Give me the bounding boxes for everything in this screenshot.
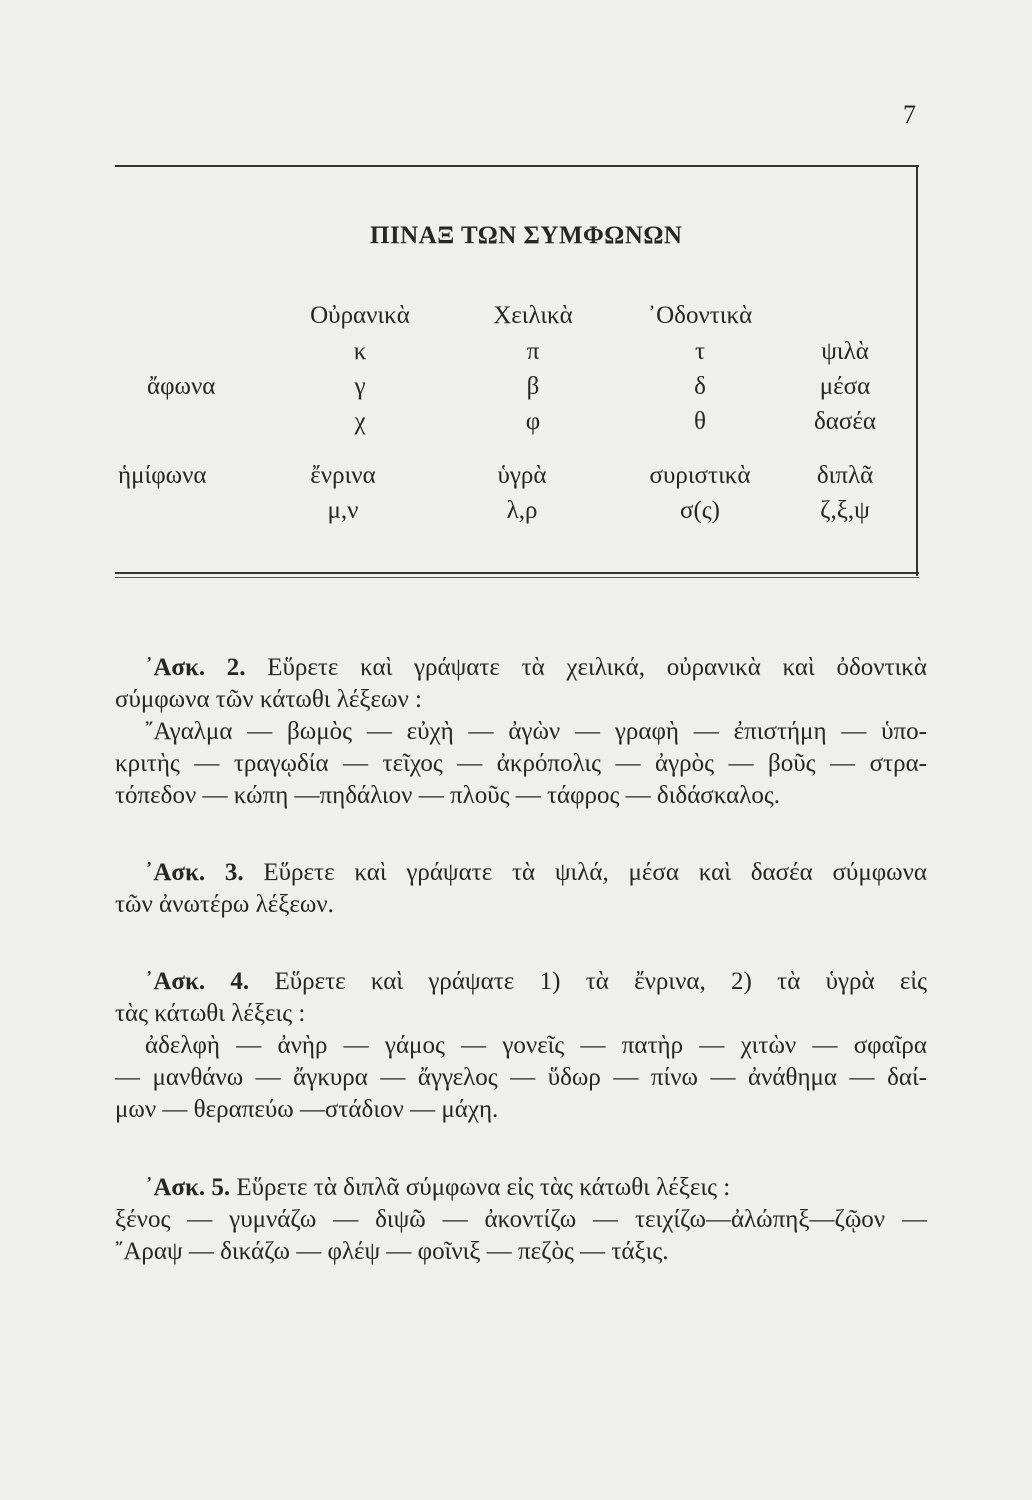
exercise-4 xyxy=(115,966,927,1126)
exercise-line: ῎Αραψ — δικάζω — φλέψ — φοῖνιξ — πεζὸς — τάξις. xyxy=(115,1238,669,1265)
exercise-line: τὰς κάτωθι λέξεις : xyxy=(115,1000,306,1027)
exercise-line: μων — θεραπεύω —στάδιον — μάχη. xyxy=(115,1096,499,1123)
table-title: ΠΙΝΑΞ ΤΩΝ ΣΥΜΦΩΝΩΝ xyxy=(370,222,683,249)
exercise-3 xyxy=(115,857,927,921)
row-label-aphona: ἄφωνα xyxy=(147,373,216,400)
exercise-line xyxy=(115,857,927,889)
exercise-line: ῎Αγαλμα — βωμὸς — εὐχὴ — ἀγὼν — γραφὴ — ἐπιστήμη — ὑπο- xyxy=(145,718,927,745)
exercise-line xyxy=(115,1172,927,1204)
letters-double: ζ,ξ,ψ xyxy=(820,497,870,524)
exercise-2 xyxy=(115,652,927,812)
letters-nasal: μ,ν xyxy=(327,497,359,524)
cell-palatal-dasea: χ xyxy=(354,408,366,435)
label-dasea: δασέα xyxy=(814,408,876,435)
cell-dental-mesa: δ xyxy=(694,373,706,400)
table-frame-top-rule xyxy=(115,165,919,167)
header-palatal: Οὐρανικὰ xyxy=(310,302,410,329)
header-labial: Χειλικὰ xyxy=(493,302,573,329)
table-frame-bottom-rule-thin xyxy=(115,577,919,578)
cell-labial-psila: π xyxy=(526,338,540,365)
exercise-line: τῶν ἀνωτέρω λέξεων. xyxy=(115,891,334,918)
cell-palatal-mesa: γ xyxy=(354,373,366,400)
category-double: διπλᾶ xyxy=(816,462,874,489)
table-frame-right-rule xyxy=(916,166,918,576)
exercise-line xyxy=(115,652,927,684)
letters-liquid: λ,ρ xyxy=(506,497,538,524)
category-nasal: ἔνρινα xyxy=(310,462,376,489)
category-sibilant: συριστικὰ xyxy=(649,462,751,489)
exercise-line xyxy=(115,966,927,998)
cell-dental-dasea: θ xyxy=(694,408,706,435)
exercise-line: κριτὴς — τραγῳδία — τεῖχος — ἀκρόπολις — ἀγρὸς — βοῦς — στρα- xyxy=(115,750,927,777)
exercise-5 xyxy=(115,1172,927,1268)
exercise-line: τόπεδον — κώπη —πηδάλιον — πλοῦς — τάφρος — διδάσκαλος. xyxy=(115,782,781,809)
letters-sibilant: σ(ς) xyxy=(679,497,721,524)
exercise-line: ξένος — γυμνάζω — διψῶ — ἀκοντίζω — τειχίζω—ἀλώπηξ—ζῷον — xyxy=(115,1206,927,1233)
cell-labial-mesa: β xyxy=(526,373,540,400)
cell-palatal-psila: κ xyxy=(353,338,367,365)
exercise-line: σύμφωνα τῶν κάτωθι λέξεων : xyxy=(115,686,422,713)
category-liquid: ὑγρὰ xyxy=(497,462,547,489)
exercise-text: Εὕρετε καὶ γράψατε τὰ χειλικά, οὐρανικὰ καὶ ὀδοντικὰ xyxy=(245,654,927,681)
exercise-label: ᾿Ασκ. 4. xyxy=(145,968,250,995)
exercise-line: ἀδελφὴ — ἀνὴρ — γάμος — γονεῖς — πατὴρ — χιτὼν — σφαῖρα xyxy=(145,1032,927,1059)
header-dental: ᾿Οδοντικὰ xyxy=(647,302,753,329)
label-psila: ψιλὰ xyxy=(821,338,869,365)
cell-labial-dasea: φ xyxy=(525,408,541,435)
exercise-label: ᾿Ασκ. 3. xyxy=(145,859,244,886)
exercise-text: Εὕρετε τὰ διπλᾶ σύμφωνα εἰς τὰς κάτωθι λέξεις : xyxy=(230,1174,731,1201)
exercise-label: ᾿Ασκ. 2. xyxy=(145,654,246,681)
row-label-hemiphona: ἡμίφωνα xyxy=(118,462,207,489)
table-frame-bottom-rule xyxy=(115,572,919,574)
label-mesa: μέσα xyxy=(819,373,871,400)
page-number: 7 xyxy=(903,100,916,129)
exercise-line: — μανθάνω — ἄγκυρα — ἄγγελος — ὕδωρ — πίνω — ἀνάθημα — δαί- xyxy=(115,1064,927,1091)
cell-dental-psila: τ xyxy=(694,338,706,365)
exercise-text: Εὕρετε καὶ γράψατε τὰ ψιλά, μέσα καὶ δασέα σύμφωνα xyxy=(243,859,928,886)
exercise-text: Εὕρετε καὶ γράψατε 1) τὰ ἔνρινα, 2) τὰ ὑγρὰ εἰς xyxy=(249,968,928,995)
exercise-label: ᾿Ασκ. 5. xyxy=(145,1174,231,1201)
